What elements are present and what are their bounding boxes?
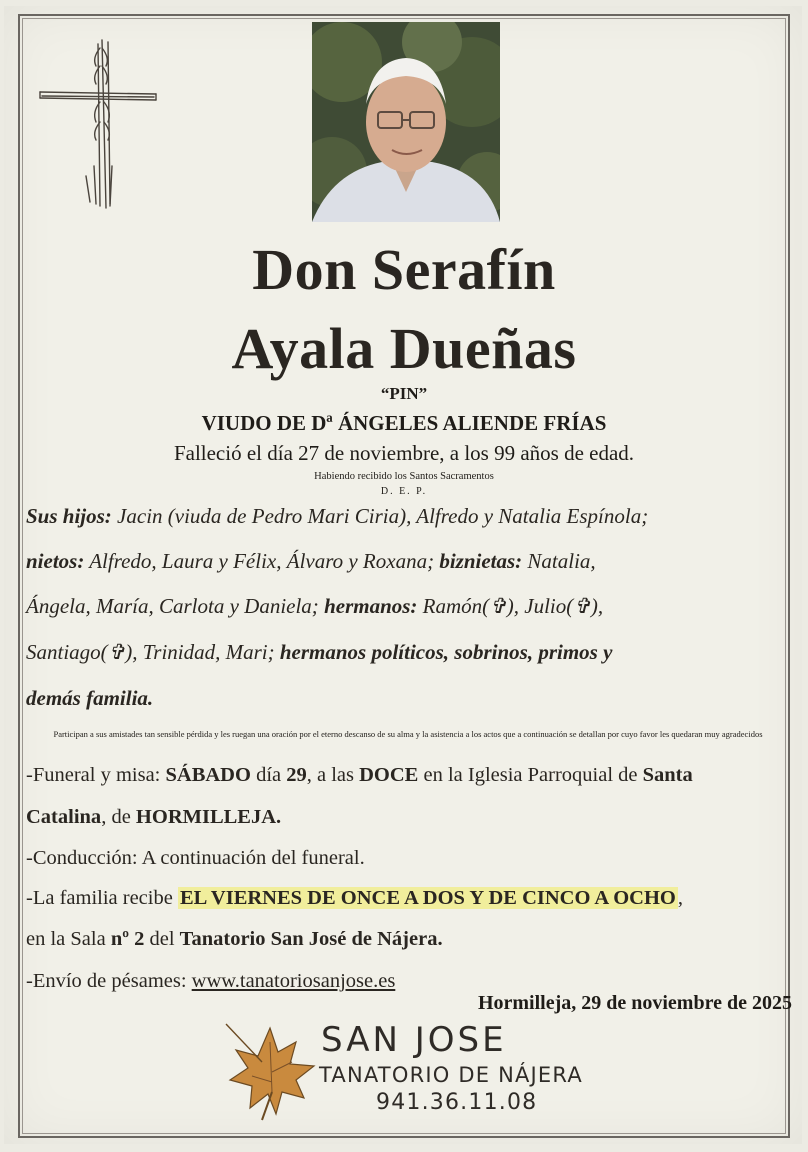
death-line: Falleció el día 27 de noviembre, a los 99 años de edad.: [173, 441, 635, 465]
family-label-nietos: nietos:: [26, 549, 85, 573]
deceased-surnames: Ayala Dueñas: [231, 316, 577, 381]
family-label-hijos: Sus hijos:: [26, 504, 112, 528]
deceased-first-name: Don Serafín: [252, 237, 556, 302]
family-text: Natalia,: [522, 549, 596, 573]
family-text: Ángela, María, Carlota y Daniela;: [26, 594, 325, 618]
brand-phone: 941.36.11.08: [376, 1090, 538, 1115]
reception-line: -La familia recibe EL VIERNES DE ONCE A DOS Y DE CINCO A OCHO,: [26, 887, 683, 909]
brand-name: SAN JOSE: [321, 1020, 507, 1060]
condolences-link[interactable]: www.tanatoriosanjose.es: [191, 970, 396, 992]
place-date-signature: Hormilleja, 29 de noviembre de 2025: [477, 992, 792, 1014]
sacraments-line: Habiendo recibido los Santos Sacramentos: [314, 471, 494, 482]
nickname: “PIN”: [380, 384, 428, 403]
funeral-line: -Funeral y misa: SÁBADO día 29, a las DOCE en la Iglesia Parroquial de Santa: [26, 764, 693, 786]
family-text: Ramón(✞), Julio(✞),: [417, 594, 604, 618]
maple-leaf-logo-icon: [222, 1022, 318, 1122]
wheat-cross-icon: [36, 36, 160, 212]
reception-hours-highlight: EL VIERNES DE ONCE A DOS Y DE CINCO A OCHO: [179, 887, 676, 909]
conduccion-line: -Conducción: A continuación del funeral.: [26, 847, 365, 869]
widower-line: VIUDO DE Dª ÁNGELES ALIENDE FRÍAS: [201, 411, 607, 435]
family-label-politicos: hermanos políticos, sobrinos, primos y: [279, 640, 613, 664]
dep-line: D. E. P.: [380, 486, 428, 497]
family-line-5: [26, 686, 153, 711]
portrait-photo: [312, 22, 500, 222]
condolences-line: -Envío de pésames: www.tanatoriosanjose.es: [26, 970, 396, 992]
family-line-3: [26, 594, 603, 619]
brand-subtitle: TANATORIO DE NÁJERA: [319, 1063, 583, 1087]
family-label-biznietas: biznietas:: [439, 549, 523, 573]
family-label-hermanos: hermanos:: [324, 594, 418, 618]
family-line-4: [26, 640, 612, 665]
family-text: Santiago(✞), Trinidad, Mari;: [26, 640, 280, 664]
participation-note: Participan a sus amistades tan sensible pérdida y les ruegan una oración por el eterno descanso de su alma y la asistencia a los actos que a continuación se detallan por cuyo favor les quedaran muy agradecidos: [53, 729, 763, 739]
funeral-location-line: Catalina, de HORMILLEJA.: [26, 806, 282, 828]
family-label-demas: demás familia.: [26, 686, 154, 710]
family-text: Alfredo, Laura y Félix, Álvaro y Roxana;: [84, 549, 440, 573]
family-line-1: [26, 504, 648, 529]
sala-line: en la Sala nº 2 del Tanatorio San José de Nájera.: [26, 928, 443, 950]
family-line-2: [26, 549, 596, 574]
family-text: Jacin (viuda de Pedro Mari Ciria), Alfredo y Natalia Espínola;: [111, 504, 649, 528]
